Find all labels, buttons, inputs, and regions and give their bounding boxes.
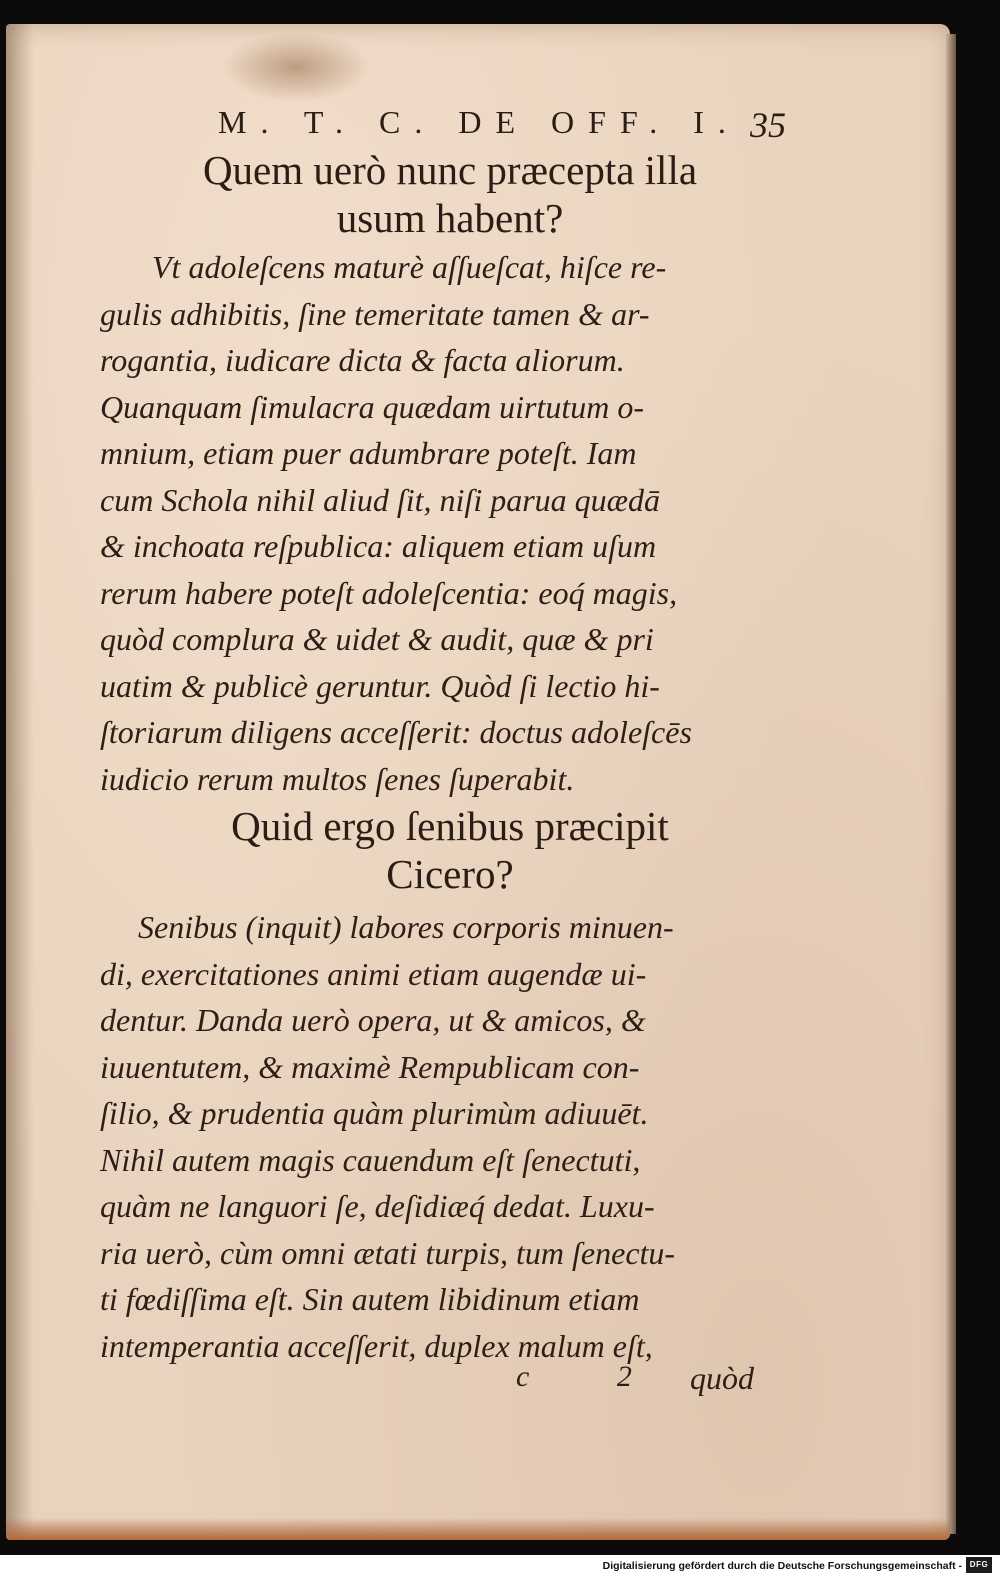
signature-mark: c 2 bbox=[516, 1360, 672, 1393]
text-line: dentur. Danda uerò opera, ut & amicos, & bbox=[100, 1002, 646, 1038]
page-edge bbox=[946, 34, 956, 1534]
gutter-shadow bbox=[6, 24, 34, 1540]
text-line: Nihil autem magis cauendum eſt ſenectuti, bbox=[100, 1141, 641, 1178]
text-line: ſtoriarum diligens acceſſerit: doctus adoleſcēs bbox=[100, 714, 692, 750]
text-line: gulis adhibitis, ſine temeritate tamen & ar- bbox=[100, 295, 650, 332]
text-line: quàm ne languori ſe, deſidiæq́ dedat. Luxu- bbox=[100, 1188, 655, 1224]
text-line: cum Schola nihil aliud ſit, niſi parua quædā bbox=[100, 481, 660, 518]
question-heading-1 bbox=[100, 146, 800, 242]
text-line: quòd complura & uidet & audit, quæ & pri bbox=[100, 621, 654, 657]
text-line: Vt adoleſcens maturè aſſueſcat, hiſce re- bbox=[152, 249, 667, 285]
text-line: ti fœdiſſima eſt. Sin autem libidinum etiam bbox=[100, 1281, 640, 1317]
text-line: di, exercitationes animi etiam augendæ ui- bbox=[100, 955, 647, 992]
text-line: mnium, etiam puer adumbrare poteſt. Iam bbox=[100, 435, 637, 471]
dfg-logo: DFG bbox=[966, 1557, 992, 1573]
answer-paragraph-1 bbox=[100, 244, 790, 802]
catchword: quòd bbox=[690, 1360, 754, 1396]
text-line: Senibus (inquit) labores corporis minuen- bbox=[138, 909, 674, 945]
text-line: ria uerò, cùm omni ætati turpis, tum ſenectu- bbox=[100, 1234, 676, 1271]
text-line: ſilio, & prudentia quàm plurimùm adiuuēt. bbox=[100, 1095, 649, 1131]
water-stain bbox=[221, 32, 371, 102]
page-bottom-edge bbox=[6, 1518, 950, 1540]
funding-credit: Digitalisierung gefördert durch die Deutsche Forschungsgemeinschaft - bbox=[602, 1560, 962, 1572]
text-line: uatim & publicè geruntur. Quòd ſi lectio hi- bbox=[100, 667, 660, 704]
question-heading-2 bbox=[100, 802, 800, 898]
page-number: 35 bbox=[750, 105, 786, 145]
heading-line: Cicero? bbox=[386, 851, 514, 897]
heading-line: Quem uerò nunc præcepta illa bbox=[202, 147, 698, 193]
text-line: rerum habere poteſt adoleſcentia: eoq́ magis, bbox=[100, 574, 678, 611]
running-head: M. T. C. DE OFF. I. bbox=[218, 104, 740, 140]
text-line: rogantia, iudicare dicta & facta aliorum. bbox=[100, 342, 625, 378]
text-line: iudicio rerum multos ſenes ſuperabit. bbox=[100, 760, 575, 797]
answer-paragraph-2 bbox=[100, 904, 790, 1369]
text-line: Quanquam ſimulacra quædam uirtutum o- bbox=[100, 388, 644, 425]
text-line: & inchoata reſpublica: aliquem etiam uſum bbox=[100, 528, 657, 564]
heading-line: Quid ergo ſenibus præcipit bbox=[231, 803, 669, 849]
text-line: iuuentutem, & maximè Rempublicam con- bbox=[100, 1048, 640, 1085]
heading-line: usum habent? bbox=[336, 195, 564, 241]
text-line: intemperantia acceſſerit, duplex malum eſt, bbox=[100, 1327, 653, 1364]
